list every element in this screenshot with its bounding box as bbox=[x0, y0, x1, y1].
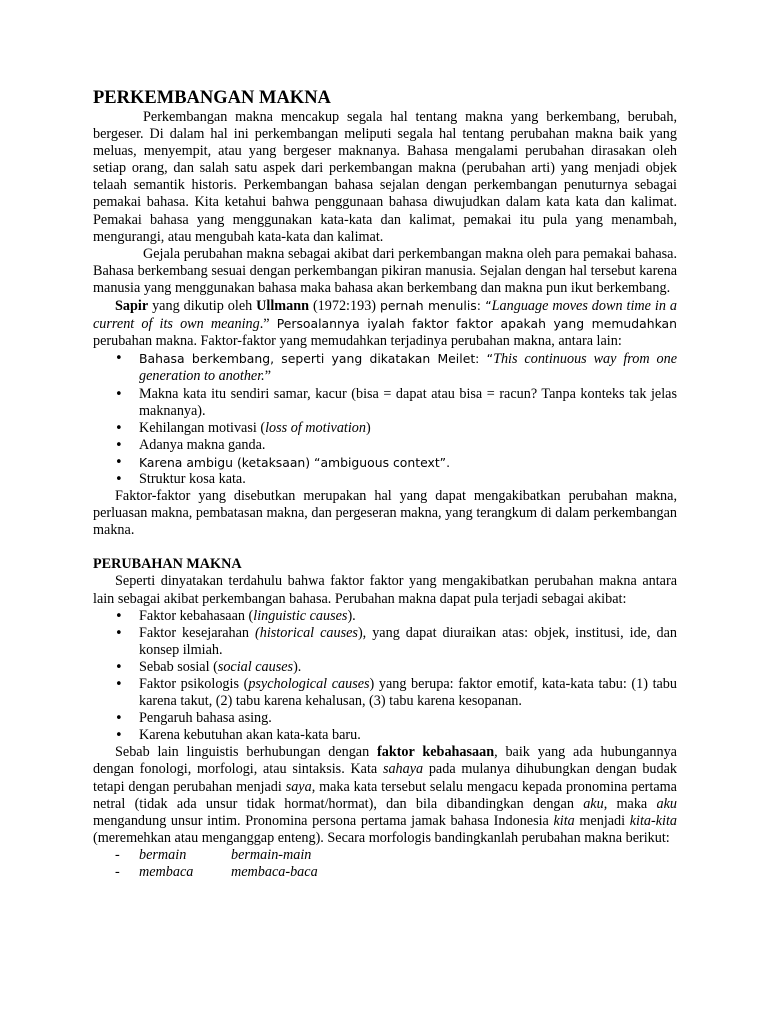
section-heading: PERUBAHAN MAKNA bbox=[93, 556, 242, 573]
paragraph-summary: Faktor-faktor yang disebutkan merupakan hal yang dapat mengakibatkan perubahan makna, perluasan makna, pembatasan makna, dan pergeseran makna, yang terangkum di dalam perkembangan makna. bbox=[93, 488, 677, 539]
quote-sapir: Language moves down time in a current of its own meaning bbox=[93, 298, 677, 333]
list-item: • Bahasa berkembang, seperti yang dikatakan Meilet: “This continuous way from one generation to another.” bbox=[93, 350, 677, 385]
list-item: • Faktor kebahasaan (linguistic causes). bbox=[93, 608, 677, 625]
author-ullmann: Ullmann bbox=[256, 298, 309, 315]
page-title: PERKEMBANGAN MAKNA bbox=[93, 88, 331, 108]
spacer bbox=[93, 539, 677, 556]
list-item: • Makna kata itu sendiri samar, kacur (bisa = dapat atau bisa = racun? Tanpa konteks tak jelas maknanya). bbox=[93, 386, 677, 420]
paragraph-perubahan: Seperti dinyatakan terdahulu bahwa faktor faktor yang mengakibatkan perubahan makna antara lain sebagai akibat perkembangan bahasa. Perubahan makna dapat pula terjadi sebagai akibat: bbox=[93, 573, 677, 607]
list-item: • Kehilangan motivasi (loss of motivation) bbox=[93, 420, 677, 437]
list-item: • Adanya makna ganda. bbox=[93, 437, 677, 454]
paragraph-intro: Perkembangan makna mencakup segala hal tentang makna yang berkembang, berubah, bergeser. Di dalam hal ini perkembangan meliputi segala hal tentang perubahan makna baik yang meluas, menyempit, atau yang bergeser maknanya. Bahasa mengalami perubahan dirasakan oleh setiap orang, dan salah satu aspek dari perkembangan makna (perubahan arti) yang menjadi objek telaah semantik historis. Perkembangan bahasa sejalan dengan perkembangan penuturnya sebagai pemakai bahasa. Kita ketahui bahwa penggunaan bahasa diwujudkan dalam kata kata dan kalimat. Pemakai bahasa yang menggunakan kata-kata dan kalimat, pemakai itu pula yang menambah, mengurangi, atau mengubah kata-kata dan kalimat. bbox=[93, 109, 677, 245]
document-page bbox=[93, 87, 677, 881]
list-item: • Faktor psikologis (psychological causes) yang berupa: faktor emotif, kata-kata tabu: (1) tabu karena takut, (2) tabu karena kehalusan, (3) tabu karena kesopanan. bbox=[93, 676, 677, 710]
paragraph-gejala: Gejala perubahan makna sebagai akibat dari perkembangan makna oleh para pemakai bahasa. Bahasa berkembang sesuai dengan perkembangan pikiran manusia. Sejalan dengan hal tersebut karena manusia yang menggunakan bahasa maka bahasa akan berkembang dan makna pun ikut berkembang. bbox=[93, 245, 677, 296]
morph-row: - membaca membaca-baca bbox=[115, 864, 318, 881]
list-item: • Karena ambigu (ketaksaan) “ambiguous context”. bbox=[93, 454, 677, 471]
author-sapir: Sapir bbox=[115, 298, 149, 315]
paragraph-linguistis: Sebab lain linguistis berhubungan dengan faktor kebahasaan, baik yang ada hubungannya dengan fonologi, morfologi, atau sintaksis. Kata sahaya pada mulanya dihubungkan dengan budak tetapi dengan perubahan menjadi saya, maka kata tersebut selalu mengacu kepada pronomina pertama netral (tidak ada unsur tidak hormat/hormat), dan bila dibandingkan dengan aku, maka aku mengandung unsur intim. Pronomina persona pertama jamak bahasa Indonesia kita menjadi kita-kita (meremehkan atau menganggap enteng). Secara morfologis bandingkanlah perubahan makna berikut: bbox=[93, 744, 678, 846]
list-item: • Pengaruh bahasa asing. bbox=[93, 710, 677, 727]
list-item: • Faktor kesejarahan (historical causes), yang dapat diuraikan atas: objek, institusi, ide, dan konsep ilmiah. bbox=[93, 625, 677, 659]
paragraph-sapir: Sapir yang dikutip oleh Ullmann (1972:193) pernah menulis: “Language moves down time in a current of its own meaning.” Persoalannya iyalah faktor faktor apakah yang memudahkan perubahan makna. Faktor-faktor yang memudahkan terjadinya perubahan makna, antara lain: bbox=[93, 298, 677, 350]
morph-row: - bermain bermain-main bbox=[115, 846, 312, 863]
cause-list bbox=[93, 608, 677, 745]
list-item: • Struktur kosa kata. bbox=[93, 471, 677, 488]
list-item: • Karena kebutuhan akan kata-kata baru. bbox=[93, 727, 677, 744]
factor-list bbox=[93, 350, 677, 488]
morphology-examples bbox=[93, 847, 677, 881]
list-item: • Sebab sosial (social causes). bbox=[93, 659, 677, 676]
